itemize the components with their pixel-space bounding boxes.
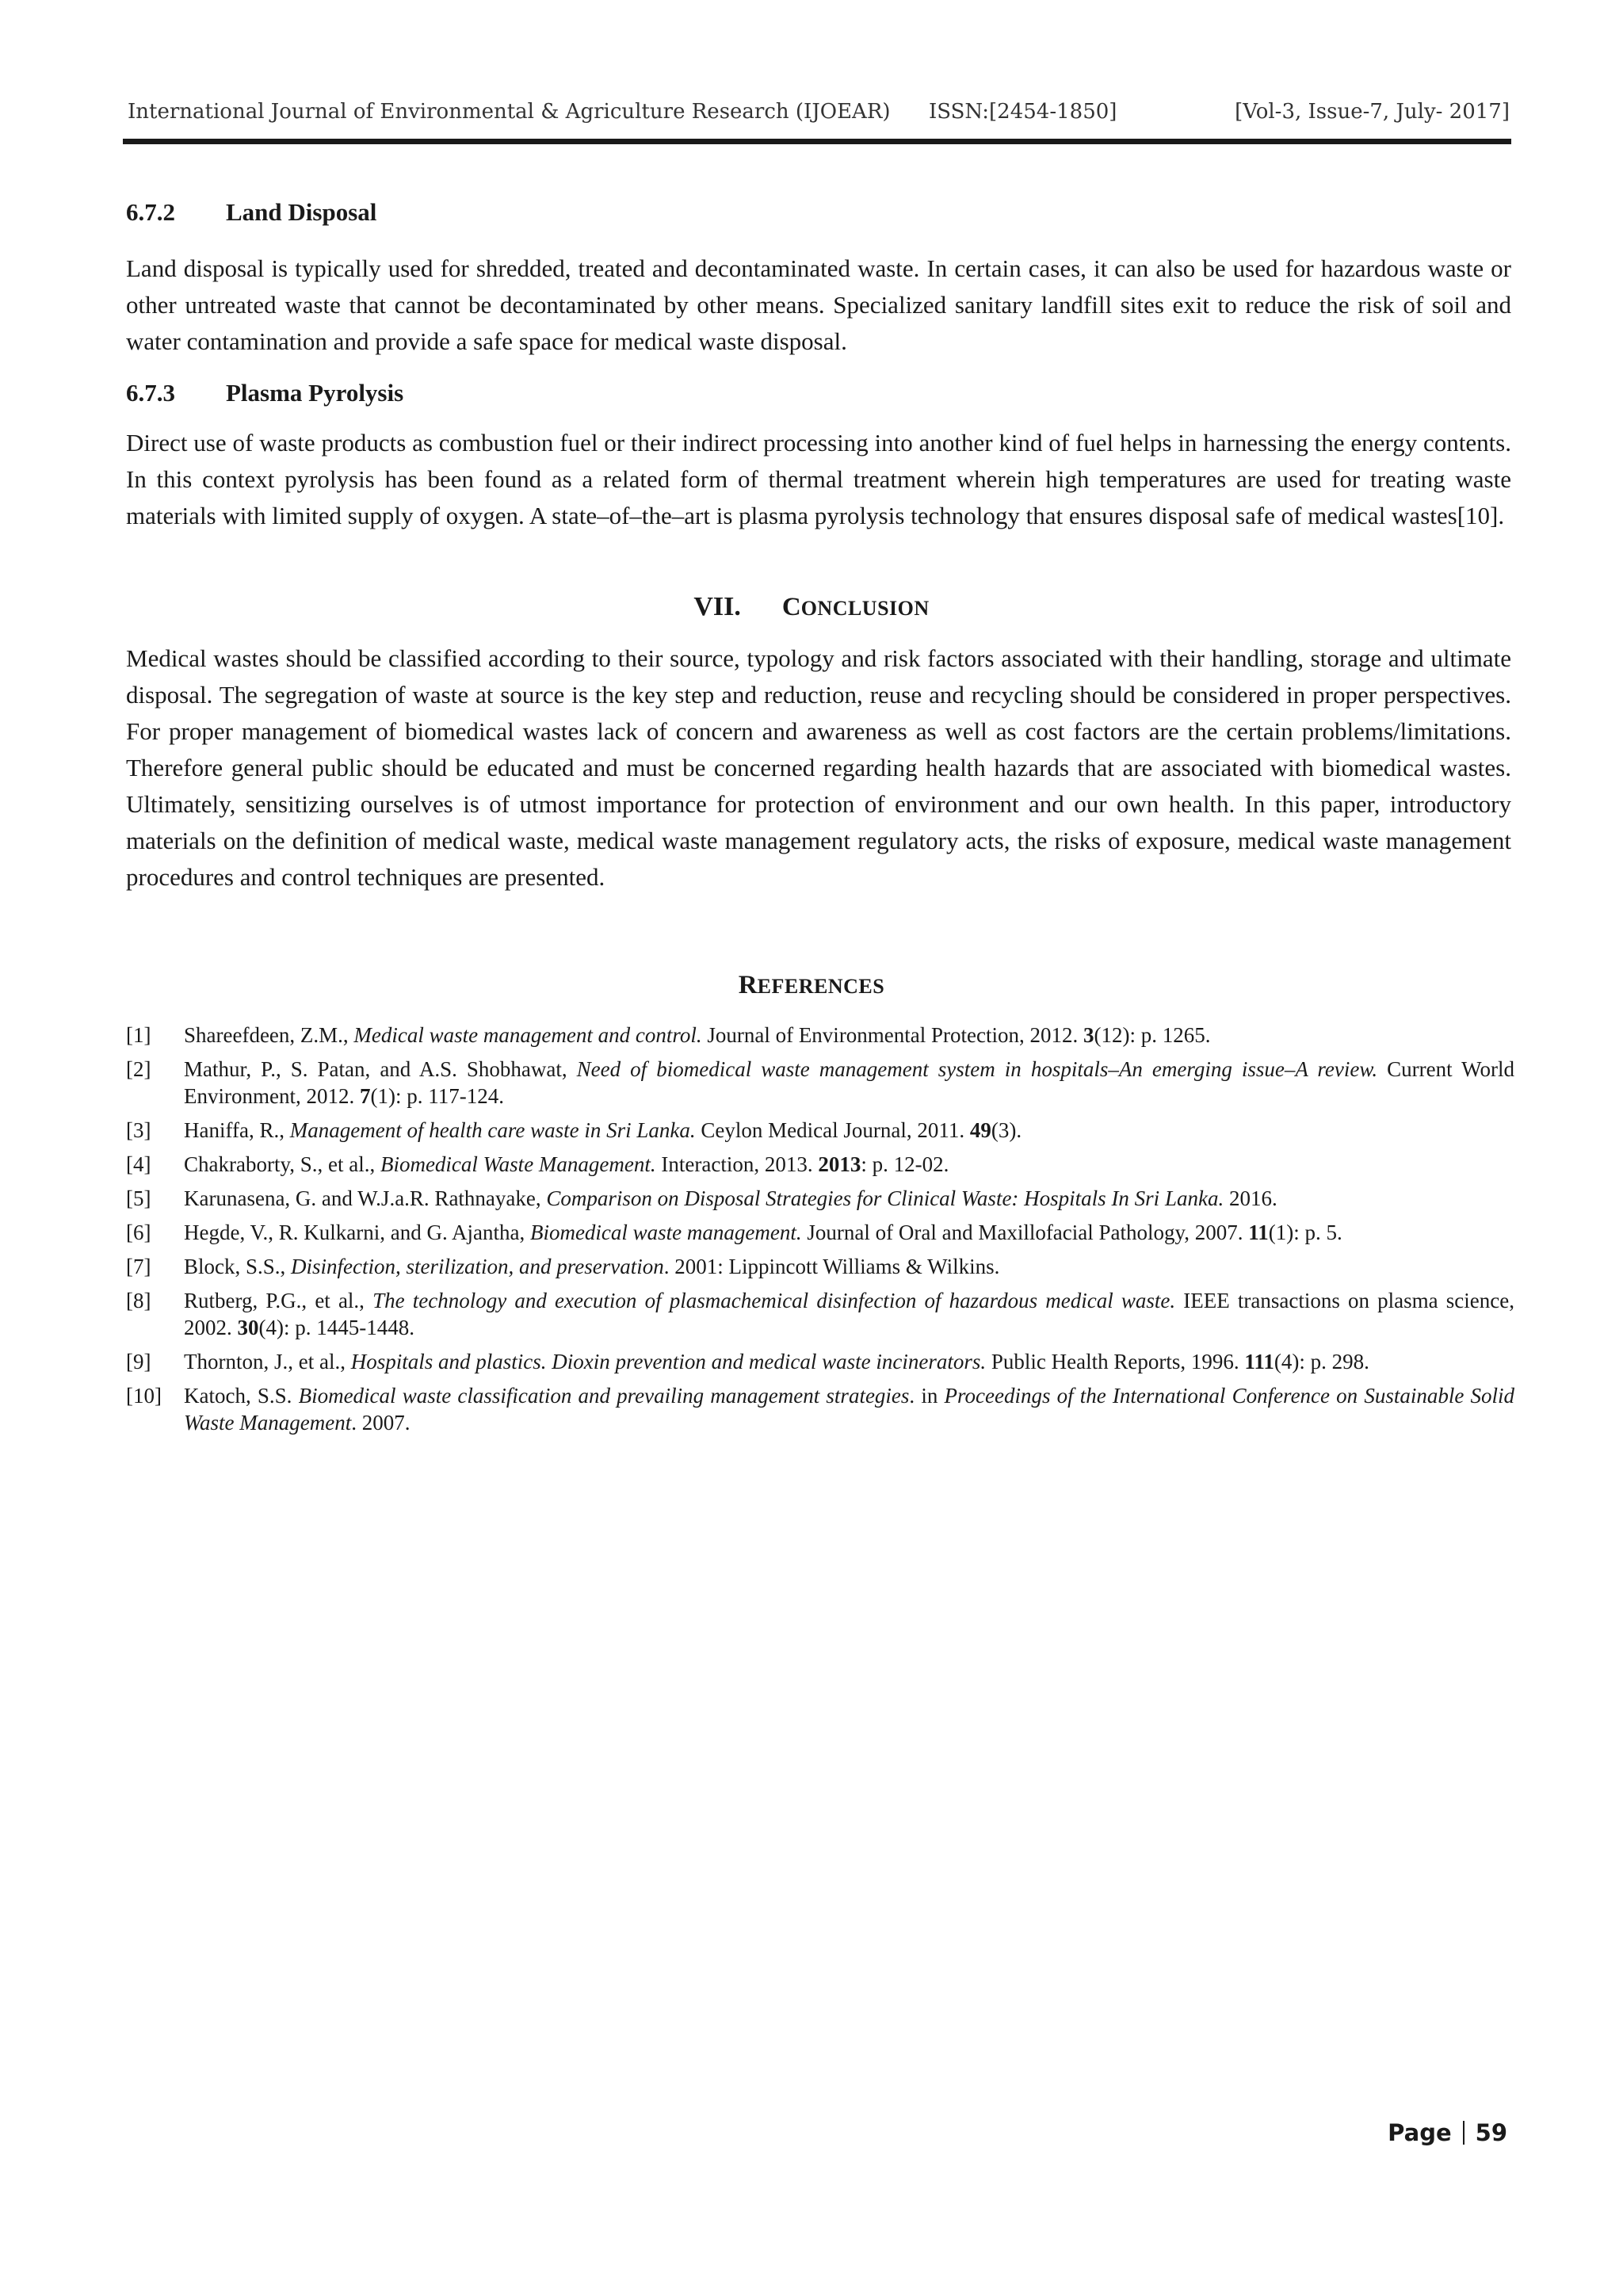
subsection-number: 6.7.3: [126, 379, 175, 407]
reference-number: [1]: [126, 1023, 151, 1047]
reference-title: Management of health care waste in Sri Lanka.: [289, 1118, 696, 1142]
reference-item: [2] Mathur, P., S. Patan, and A.S. Shobhawat, Need of biomedical waste management system in hospitals–An emerging issue–A review. Current World Environment, 2012. 7(1): p. 117-124.: [126, 1057, 1514, 1108]
reference-title: Medical waste management and control.: [353, 1023, 702, 1047]
subsection-number: 6.7.2: [126, 198, 175, 226]
reference-title: Biomedical waste management.: [529, 1221, 802, 1244]
conclusion-paragraph: Medical wastes should be classified according to their source, typology and risk factors associated with their handling, storage and ultimate disposal. The segregation of waste at source is the key step and reduction, reuse and recycling should be considered in proper perspectives. For proper management of biomedical wastes lack of concern and awareness as well as cost factors are the certain problems/limitations. Therefore general public should be educated and must be concerned regarding health hazards that are associated with biomedical wastes. Ultimately, sensitizing ourselves is of utmost importance for protection of environment and our own health. In this paper, introductory materials on the definition of medical waste, medical waste management regulatory acts, the risks of exposure, medical waste management procedures and control techniques are presented.: [126, 644, 1511, 891]
reference-item: [9] Thornton, J., et al., Hospitals and plastics. Dioxin prevention and medical waste incinerators. Public Health Reports, 1996. 111(4): p. 298.: [126, 1350, 1369, 1373]
reference-number: [8]: [126, 1289, 151, 1312]
subsection-title: Land Disposal: [226, 198, 377, 226]
issn: ISSN:[2454-1850]: [929, 100, 1117, 124]
reference-number: [6]: [126, 1221, 151, 1244]
reference-item: [10] Katoch, S.S. Biomedical waste classification and prevailing management strategies. in Proceedings of the International Conference on Sustainable Solid Waste Management. 2007.: [126, 1384, 1514, 1435]
reference-title: Biomedical Waste Management.: [380, 1152, 656, 1176]
reference-number: [9]: [126, 1350, 151, 1373]
reference-proceedings: Proceedings of the International Conference on Sustainable Solid Waste Management: [184, 1384, 1514, 1435]
reference-title: Disinfection, sterilization, and preservation: [291, 1255, 664, 1278]
subsection-heading-land-disposal: [126, 198, 376, 227]
page-number: 59: [1475, 2119, 1507, 2146]
reference-number: [10]: [126, 1384, 162, 1408]
reference-item: [5] Karunasena, G. and W.J.a.R. Rathnayake, Comparison on Disposal Strategies for Clinical Waste: Hospitals In Sri Lanka. 2016.: [126, 1186, 1277, 1210]
page-label: Page: [1388, 2119, 1452, 2146]
land-disposal-paragraph: Land disposal is typically used for shredded, treated and decontaminated waste. In certain cases, it can also be used for hazardous waste or other untreated waste that cannot be decontaminated by other means. Specialized sanitary landfill sites exit to reduce the risk of soil and water contamination and provide a safe space for medical waste disposal.: [126, 254, 1511, 355]
reference-title: Hospitals and plastics. Dioxin prevention and medical waste incinerators.: [350, 1350, 987, 1373]
reference-item: [3] Haniffa, R., Management of health care waste in Sri Lanka. Ceylon Medical Journal, 2011. 49(3).: [126, 1118, 1022, 1142]
reference-item: [7] Block, S.S., Disinfection, sterilization, and preservation. 2001: Lippincott Williams & Wilkins.: [126, 1255, 1000, 1278]
section-heading-references: REFERENCES: [738, 971, 885, 999]
page-footer: [1388, 2119, 1507, 2146]
reference-title: Comparison on Disposal Strategies for Clinical Waste: Hospitals In Sri Lanka.: [546, 1186, 1224, 1210]
footer-separator: [1463, 2121, 1465, 2145]
reference-title: Need of biomedical waste management system in hospitals–An emerging issue–A review.: [576, 1057, 1378, 1081]
reference-number: [5]: [126, 1186, 151, 1210]
subsection-heading-plasma-pyrolysis: [126, 379, 403, 407]
reference-list: [126, 1022, 1514, 1443]
plasma-pyrolysis-paragraph: Direct use of waste products as combustion fuel or their indirect processing into another kind of fuel helps in harnessing the energy contents. In this context pyrolysis has been found as a related form of thermal treatment wherein high temperatures are used for treating waste materials with limited supply of oxygen. A state–of–the–art is plasma pyrolysis technology that ensures disposal safe of medical wastes[10].: [126, 429, 1511, 529]
reference-title: The technology and execution of plasmachemical disinfection of hazardous medical waste.: [372, 1289, 1176, 1312]
running-header: [128, 100, 1510, 132]
section-heading-conclusion: VII. CONCLUSION: [693, 592, 930, 621]
reference-number: [2]: [126, 1057, 151, 1081]
volume-issue: [Vol-3, Issue-7, July- 2017]: [1235, 100, 1510, 124]
reference-item: [4] Chakraborty, S., et al., Biomedical Waste Management. Interaction, 2013. 2013: p. 12-02.: [126, 1152, 949, 1176]
journal-name: International Journal of Environmental & Agriculture Research (IJOEAR): [128, 100, 891, 124]
subsection-title: Plasma Pyrolysis: [226, 379, 404, 407]
reference-item: [6] Hegde, V., R. Kulkarni, and G. Ajantha, Biomedical waste management. Journal of Oral and Maxillofacial Pathology, 2007. 11(1): p. 5.: [126, 1221, 1342, 1244]
reference-title: Biomedical waste classification and prevailing management strategies: [298, 1384, 910, 1408]
header-rule: [123, 139, 1511, 144]
reference-number: [4]: [126, 1152, 151, 1176]
reference-item: [8] Rutberg, P.G., et al., The technology and execution of plasmachemical disinfection of hazardous medical waste. IEEE transactions on plasma science, 2002. 30(4): p. 1445-1448.: [126, 1289, 1514, 1339]
reference-number: [3]: [126, 1118, 151, 1142]
reference-number: [7]: [126, 1255, 151, 1278]
section-number: VII.: [693, 592, 741, 621]
reference-item: [1] Shareefdeen, Z.M., Medical waste management and control. Journal of Environmental Protection, 2012. 3(12): p. 1265.: [126, 1023, 1211, 1047]
